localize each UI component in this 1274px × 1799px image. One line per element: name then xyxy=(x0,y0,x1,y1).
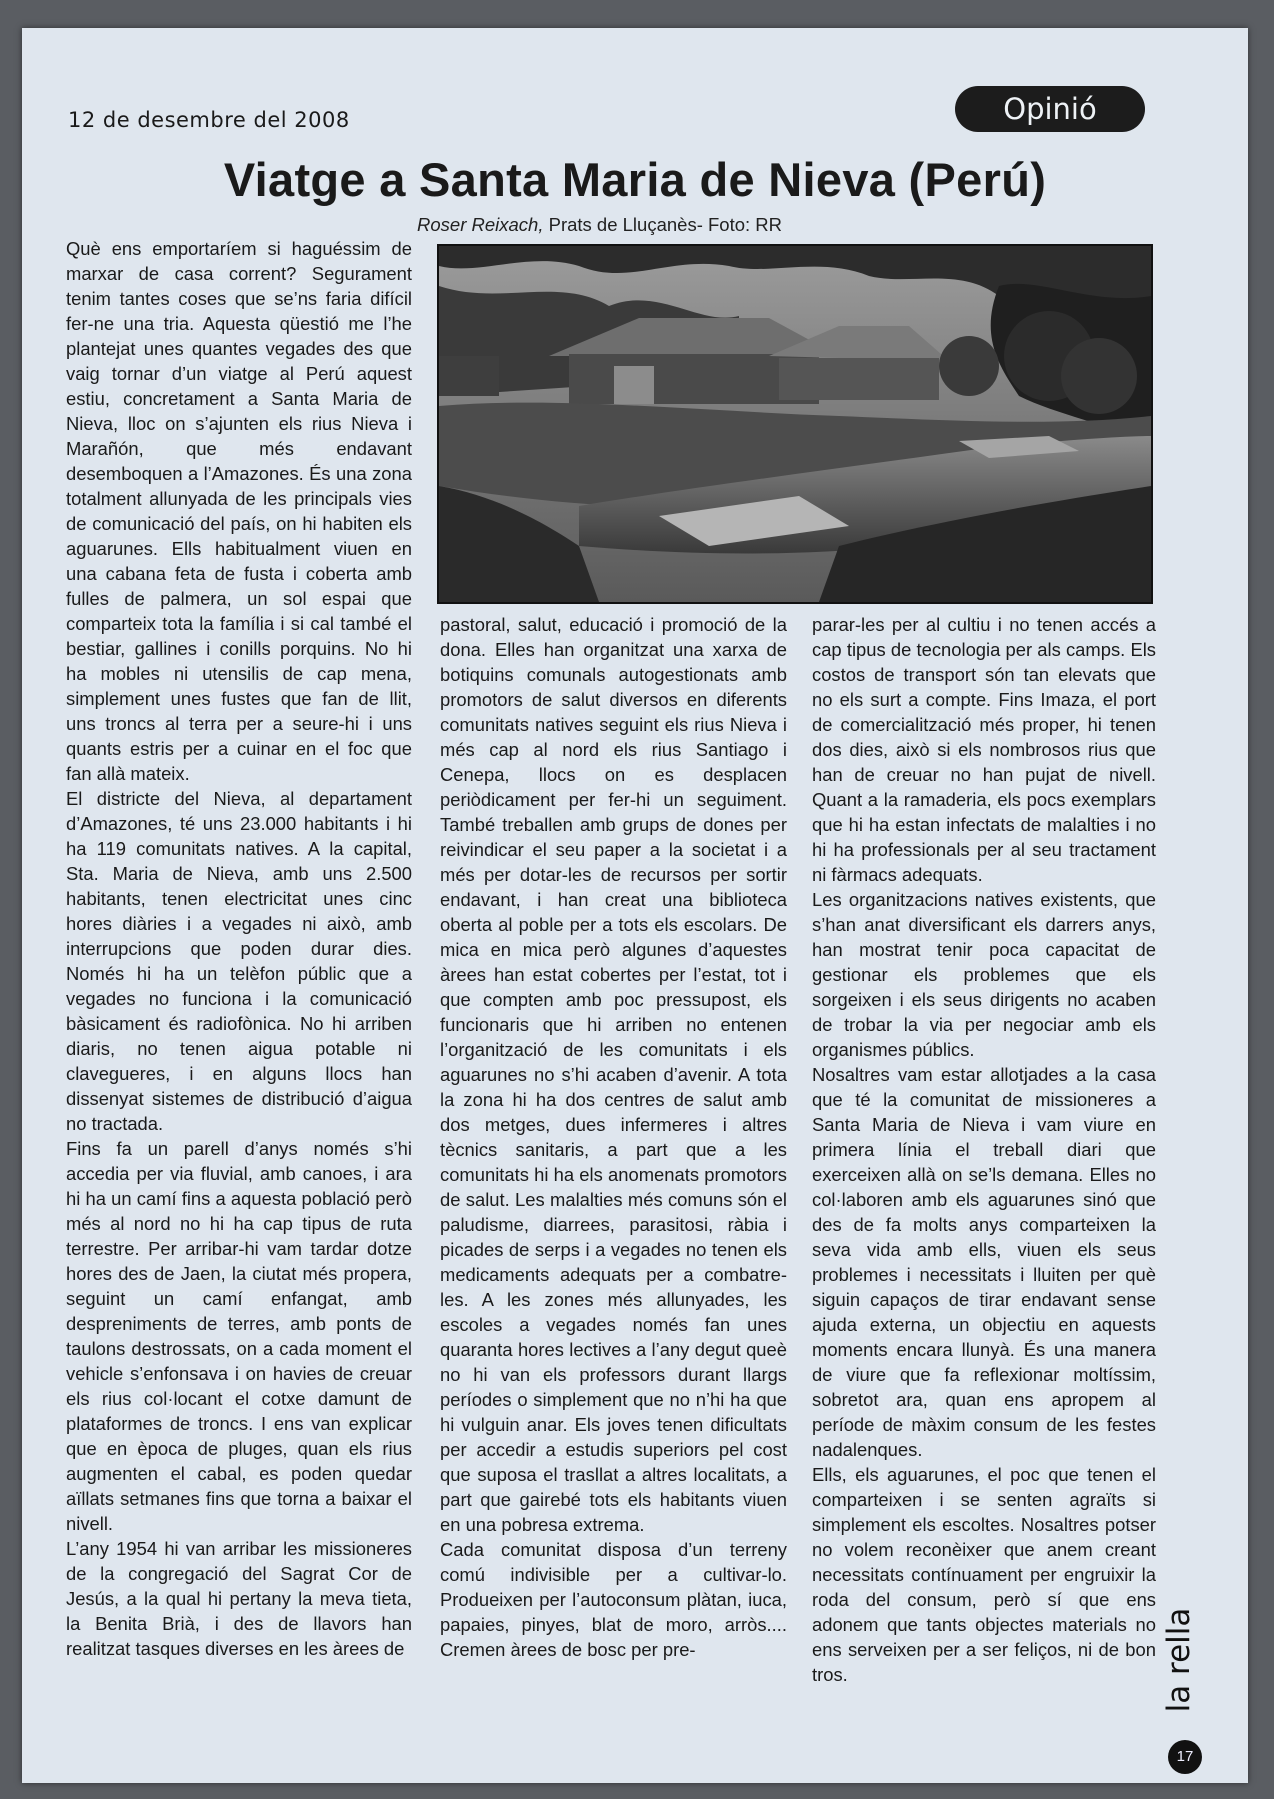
article-column-2 xyxy=(440,612,787,1662)
byline-author: Roser Reixach, xyxy=(417,214,544,235)
publication-name: la rella xyxy=(1161,1607,1197,1713)
paragraph: pastoral, salut, educació i promoció de la dona. Elles han organitzat una xarxa de botiquins comunals autogestionats amb promotors de salut diversos en diferents comunitats natives seguint els rius Nieva i més cap al nord els rius Santiago i Cenepa, llocs on es desplacen periòdicament per fer-hi un seguiment. També treballen amb grups de dones per reivindicar el seu paper a la societat i a més per dotar-les de recursos per sortir endavant, i han creat una biblioteca oberta al poble per a tots els escolars. De mica en mica però algunes d’aquestes àrees han estat cobertes per l’estat, tot i que compten amb poc pressupost, els funcionaris que hi arriben no entenen l’organització de les comunitats i els aguarunes no s’hi acaben d’avenir. A tota la zona hi ha dos centres de salut amb dos metges, dues infermeres i altres tècnics sanitaris, a part que a les comunitats hi ha els anomenats promotors de salut. Les malalties més comuns són el paludisme, diarrees, parasitosi, ràbia i picades de serps i a vegades no tenen els medicaments adequats per a combatre-les. A les zones més allunyades, les escoles a vegades només fan unes quaranta hores lectives a l’any degut queè no hi van els professors durant llargs períodes o simplement que no n’hi ha que hi vulguin anar. Els joves tenen dificultats per accedir a estudis superiors pel cost que suposa el trasllat a altres localitats, a part que gairebé tots els habitants viuen en una pobresa extrema. xyxy=(440,614,787,1535)
paragraph: Les organitzacions natives existents, que s’han anat diversificant els darrers anys, han mostrat tenir poca capacitat de gestionar els problemes que els sorgeixen i els seus dirigents no acaben de trobar la via per negociar amb els organismes públics. xyxy=(812,889,1156,1060)
page-number: 17 xyxy=(1168,1740,1202,1774)
article-photo xyxy=(437,244,1153,604)
article-column-3 xyxy=(812,612,1156,1687)
paragraph: L’any 1954 hi van arribar les missioneres de la congregació del Sagrat Cor de Jesús, a la qual hi pertany la meva tieta, la Benita Brià, i des de llavors han realitzat tasques diverses en les àrees de xyxy=(66,1538,412,1659)
river-village-photo xyxy=(439,246,1151,602)
article-column-1 xyxy=(66,236,412,1661)
paragraph: Cada comunitat disposa d’un terreny comú indivisible per a cultivar-lo. Produeixen per l’autoconsum plàtan, iuca, papaies, pinyes, blat de moro, arròs.... Cremen àrees de bosc per pre- xyxy=(440,1539,787,1660)
magazine-page xyxy=(22,28,1248,1783)
paragraph: Fins fa un parell d’anys només s’hi accedia per via fluvial, amb canoes, i ara hi ha un camí fins a aquesta població però més al nord no hi ha cap tipus de ruta terrestre. Per arribar-hi vam tardar dotze hores des de Jaen, la ciutat més propera, seguint un camí enfangat, amb despreniments de terres, amb ponts de taulons destrossats, on a cada moment el vehicle s’enfonsava i on havies de creuar els rius col·locant el cotxe damunt de plataformes de troncs. I ens van explicar que en època de pluges, quan els rius augmenten el cabal, es poden quedar aïllats setmanes fins que torna a baixar el nivell. xyxy=(66,1138,412,1534)
issue-date: 12 de desembre del 2008 xyxy=(68,108,350,132)
article-byline xyxy=(417,214,782,236)
article-title: Viatge a Santa Maria de Nieva (Perú) xyxy=(223,153,1047,206)
byline-place-credit: Prats de Lluçanès- Foto: RR xyxy=(543,214,783,235)
paragraph: El districte del Nieva, al departament d’Amazones, té uns 23.000 habitants i hi ha 119 comunitats natives. A la capital, Sta. Maria de Nieva, amb uns 2.500 habitants, tenen electricitat unes cinc hores diàries i a vegades ni això, amb interrupcions que poden durar dies. Només hi ha un telèfon públic que a vegades no funciona i la comunicació bàsicament és radiofònica. No hi arriben diaris, no tenen aigua potable ni clavegueres, i en alguns llocs han dissenyat sistemes de distribució d’aigua no tractada. xyxy=(66,788,412,1134)
paragraph: Nosaltres vam estar allotjades a la casa que té la comunitat de missioneres a Santa Maria de Nieva i vam viure en primera línia el treball diari que exerceixen allà on se’ls demana. Elles no col·laboren amb els aguarunes sinó que des de fa molts anys comparteixen la seva vida amb ells, viuen els seus problemes i necessitats i lluiten per què siguin capaços de tirar endavant sense ajuda externa, un objectiu en aquests moments encara llunyà. És una manera de viure que fa reflexionar moltíssim, sobretot ara, quan ens apropem al període de màxim consum de les festes nadalenques. xyxy=(812,1064,1156,1460)
publication-logo xyxy=(1149,1590,1209,1730)
paragraph: Què ens emportaríem si haguéssim de marxar de casa corrent? Segurament tenim tantes coses que se’ns faria difícil fer-ne una tria. Aquesta qüestió me l’he plantejat unes quantes vegades des que vaig tornar d’un viatge al Perú aquest estiu, concretament a Santa Maria de Nieva, lloc on s’ajunten els rius Nieva i Marañón, que més endavant desemboquen a l’Amazones. És una zona totalment allunyada de les principals vies de comunicació del país, on hi habiten els aguarunes. Ells habitualment viuen en una cabana feta de fusta i coberta amb fulles de palmera, un sol espai que comparteix tota la família i si cal també el bestiar, gallines i conills porquins. No hi ha mobles ni utensilis de cap mena, simplement unes fustes que fan de llit, uns troncs al terra per a seure-hi i uns quants estris per a cuinar en el foc que fan allà mateix. xyxy=(66,238,412,784)
section-badge: Opinió xyxy=(955,86,1145,132)
paragraph: parar-les per al cultiu i no tenen accés a cap tipus de tecnologia per als camps. Els costos de transport són tan elevats que no els surt a compte. Fins Imaza, el port de comercialització més proper, hi tenen dos dies, això si els nombrosos rius que han de creuar no han pujat de nivell. Quant a la ramaderia, els pocs exemplars que hi ha estan infectats de malalties i no hi ha professionals per al seu tractament ni fàrmacs adequats. xyxy=(812,614,1156,885)
paragraph: Ells, els aguarunes, el poc que tenen el comparteixen i se senten agraïts si simplement els escoltes. Nosaltres potser no volem reconèixer que anem creant necessitats contínuament per engruixir la roda del consum, però sí que ens adonem que tants objectes materials no ens serveixen per a ser feliços, ni de bon tros. xyxy=(812,1464,1156,1685)
